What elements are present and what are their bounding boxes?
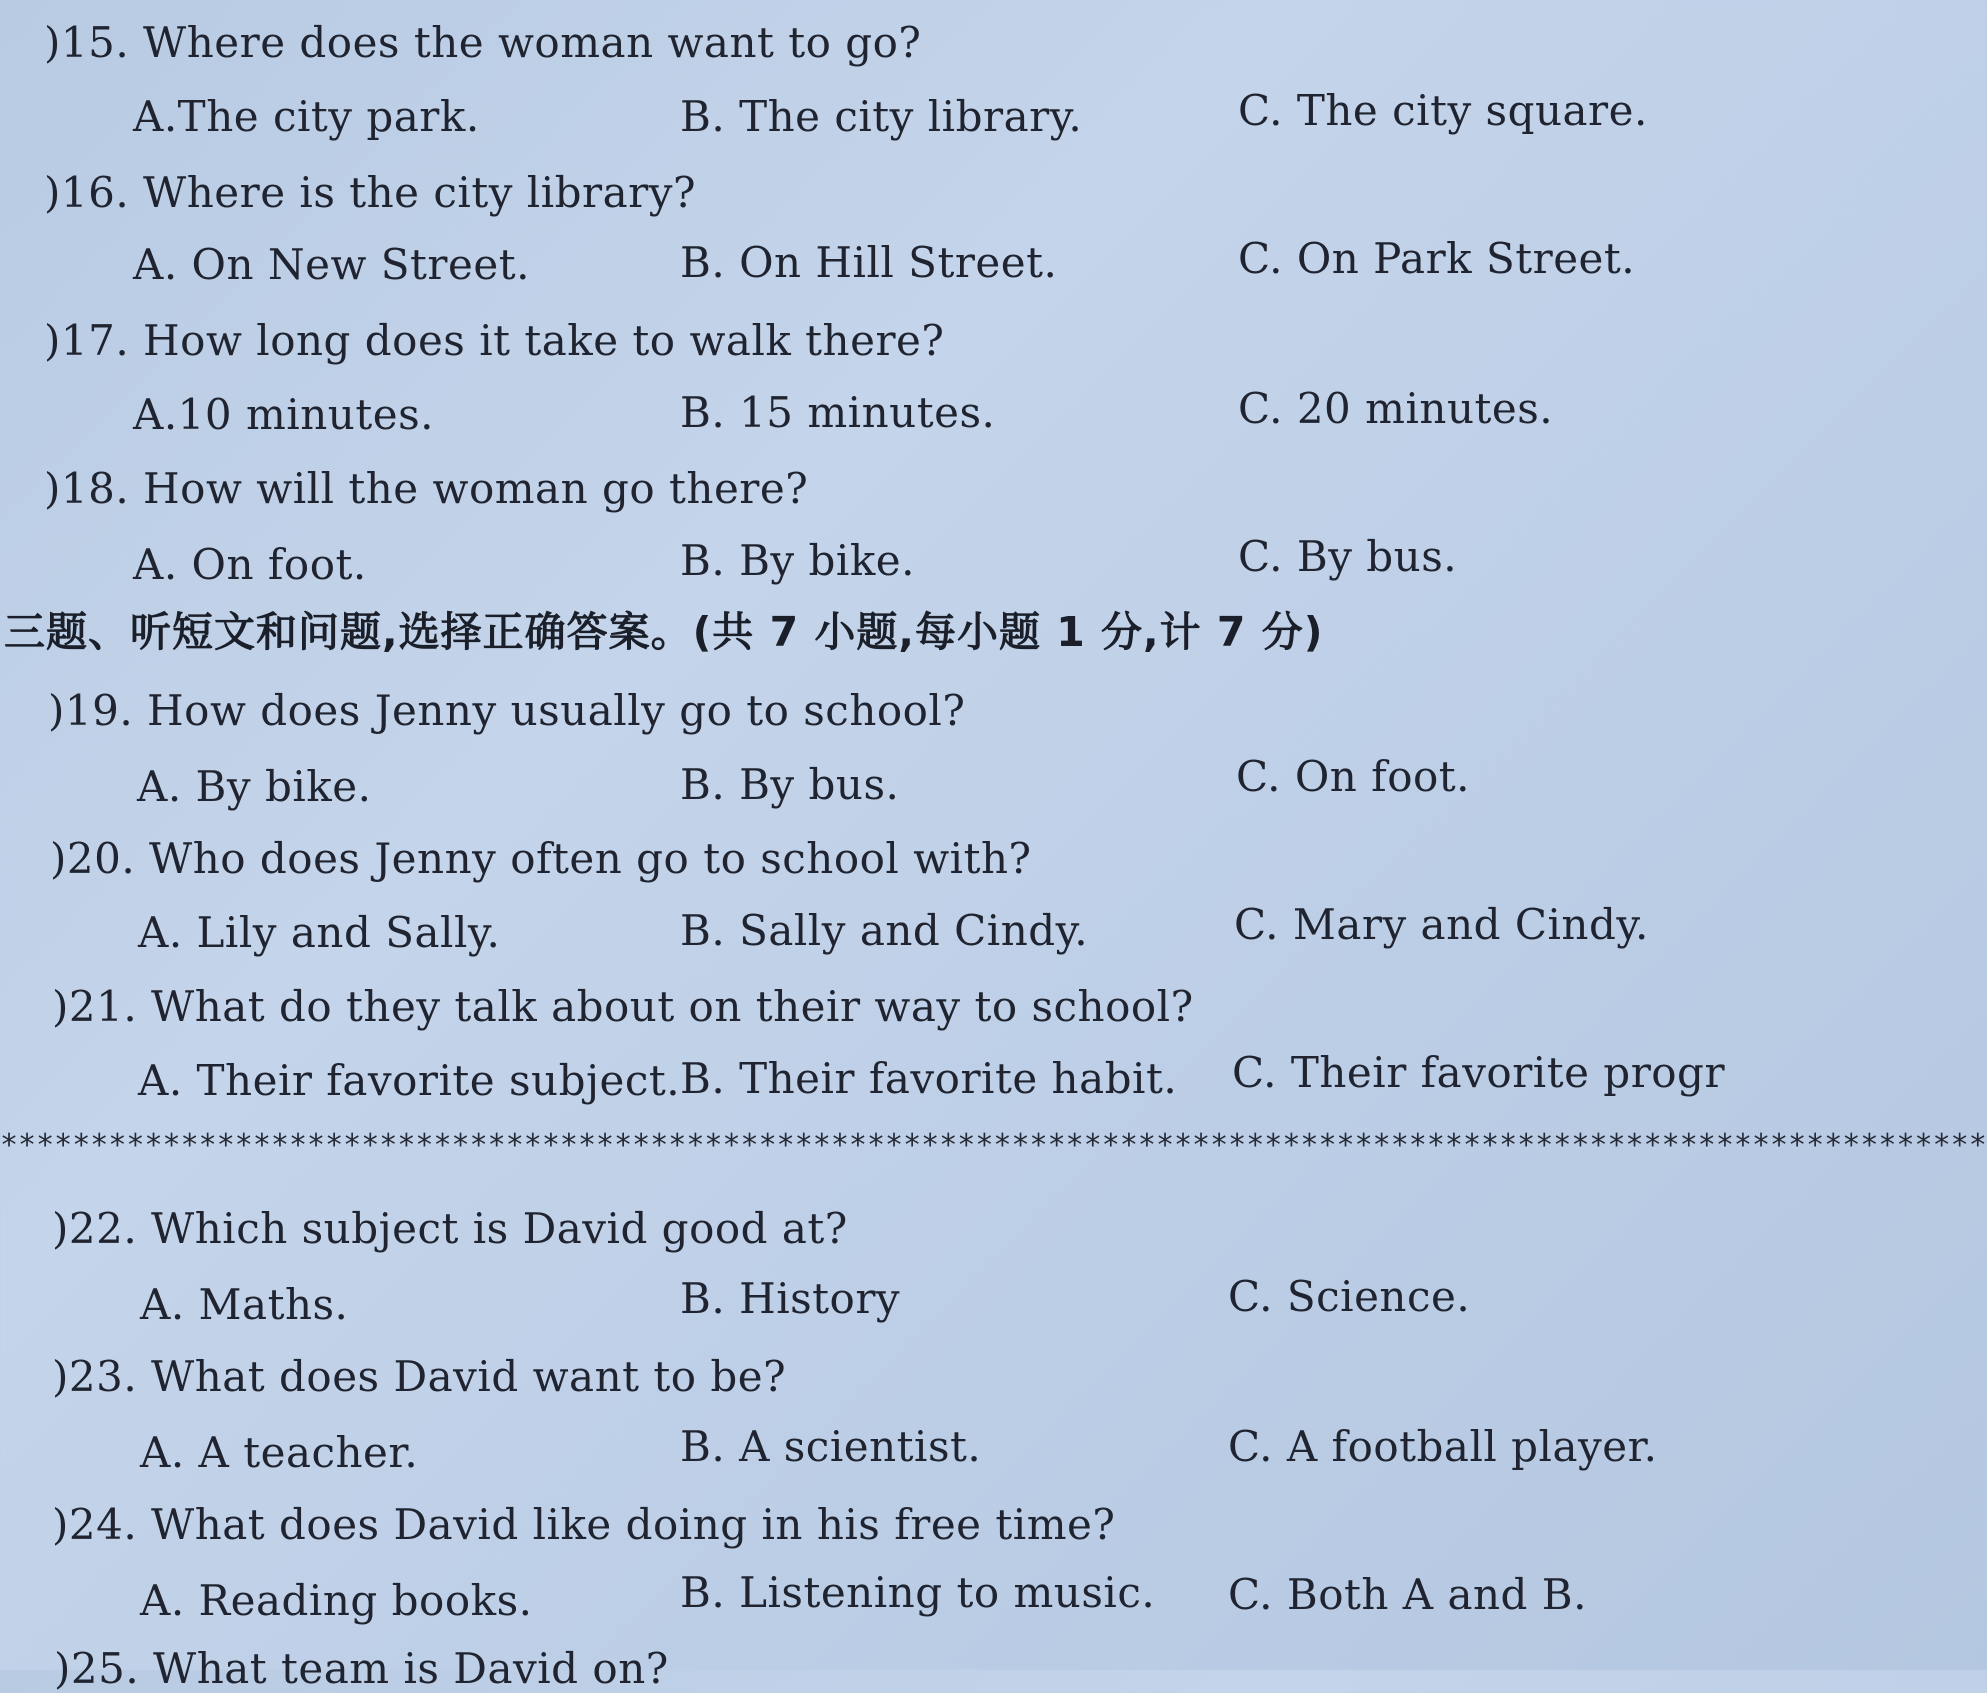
option-21b: B. Their favorite habit. bbox=[680, 1054, 1178, 1103]
question-number: )16. bbox=[44, 168, 130, 217]
option-22c: C. Science. bbox=[1228, 1272, 1471, 1321]
question-text: Who does Jenny often go to school with? bbox=[149, 834, 1032, 883]
option-23b: B. A scientist. bbox=[680, 1422, 982, 1471]
option-20b: B. Sally and Cindy. bbox=[680, 906, 1089, 955]
option-21c: C. Their favorite progr bbox=[1232, 1048, 1726, 1097]
question-22 bbox=[52, 1204, 848, 1253]
question-text: How does Jenny usually go to school? bbox=[147, 686, 966, 735]
question-text: Which subject is David good at? bbox=[151, 1204, 848, 1253]
option-18a: A. On foot. bbox=[133, 540, 367, 589]
question-number: )18. bbox=[44, 464, 130, 513]
question-number: )24. bbox=[52, 1500, 138, 1549]
option-24c: C. Both A and B. bbox=[1228, 1570, 1587, 1619]
question-text: What do they talk about on their way to school? bbox=[151, 982, 1194, 1031]
option-23a: A. A teacher. bbox=[140, 1428, 419, 1477]
option-22a: A. Maths. bbox=[140, 1280, 349, 1329]
question-text: Where does the woman want to go? bbox=[143, 18, 922, 67]
option-15c: C. The city square. bbox=[1238, 86, 1648, 135]
question-21 bbox=[52, 982, 1194, 1031]
question-number: )20. bbox=[50, 834, 136, 883]
option-24b: B. Listening to music. bbox=[680, 1568, 1156, 1617]
section-heading: 三题、听短文和问题,选择正确答案。(共 7 小题,每小题 1 分,计 7 分) bbox=[4, 608, 1324, 656]
question-24 bbox=[52, 1500, 1116, 1549]
option-24a: A. Reading books. bbox=[140, 1576, 533, 1625]
question-23 bbox=[52, 1352, 787, 1401]
question-16 bbox=[44, 168, 696, 217]
question-text: Where is the city library? bbox=[143, 168, 696, 217]
option-17a: A.10 minutes. bbox=[133, 390, 434, 439]
option-19a: A. By bike. bbox=[137, 762, 372, 811]
option-20a: A. Lily and Sally. bbox=[138, 908, 501, 957]
option-18b: B. By bike. bbox=[680, 536, 915, 585]
question-text: What does David want to be? bbox=[151, 1352, 787, 1401]
question-25-cutoff: )25. What team is David on? bbox=[54, 1644, 669, 1693]
option-20c: C. Mary and Cindy. bbox=[1234, 900, 1649, 949]
question-number: )17. bbox=[44, 316, 130, 365]
option-19c: C. On foot. bbox=[1236, 752, 1471, 801]
question-text: How long does it take to walk there? bbox=[143, 316, 945, 365]
question-17 bbox=[44, 316, 945, 365]
question-20 bbox=[50, 834, 1032, 883]
question-15 bbox=[44, 18, 922, 67]
question-19 bbox=[48, 686, 966, 735]
question-number: )22. bbox=[52, 1204, 138, 1253]
option-16c: C. On Park Street. bbox=[1238, 234, 1636, 283]
option-18c: C. By bus. bbox=[1238, 532, 1458, 581]
question-text: What does David like doing in his free time? bbox=[151, 1500, 1116, 1549]
asterisk-divider: ************************************************************************************************************** bbox=[0, 1128, 1987, 1163]
option-16a: A. On New Street. bbox=[133, 240, 530, 289]
option-22b: B. History bbox=[680, 1274, 901, 1323]
question-number: )15. bbox=[44, 18, 130, 67]
question-number: )19. bbox=[48, 686, 134, 735]
option-23c: C. A football player. bbox=[1228, 1422, 1658, 1471]
option-17b: B. 15 minutes. bbox=[680, 388, 996, 437]
question-18 bbox=[44, 464, 809, 513]
option-16b: B. On Hill Street. bbox=[680, 238, 1058, 287]
option-19b: B. By bus. bbox=[680, 760, 900, 809]
option-17c: C. 20 minutes. bbox=[1238, 384, 1554, 433]
question-number: )21. bbox=[52, 982, 138, 1031]
option-21a: A. Their favorite subject. bbox=[138, 1056, 681, 1105]
question-text: How will the woman go there? bbox=[143, 464, 809, 513]
option-15b: B. The city library. bbox=[680, 92, 1083, 141]
option-15a: A.The city park. bbox=[133, 92, 480, 141]
question-number: )23. bbox=[52, 1352, 138, 1401]
